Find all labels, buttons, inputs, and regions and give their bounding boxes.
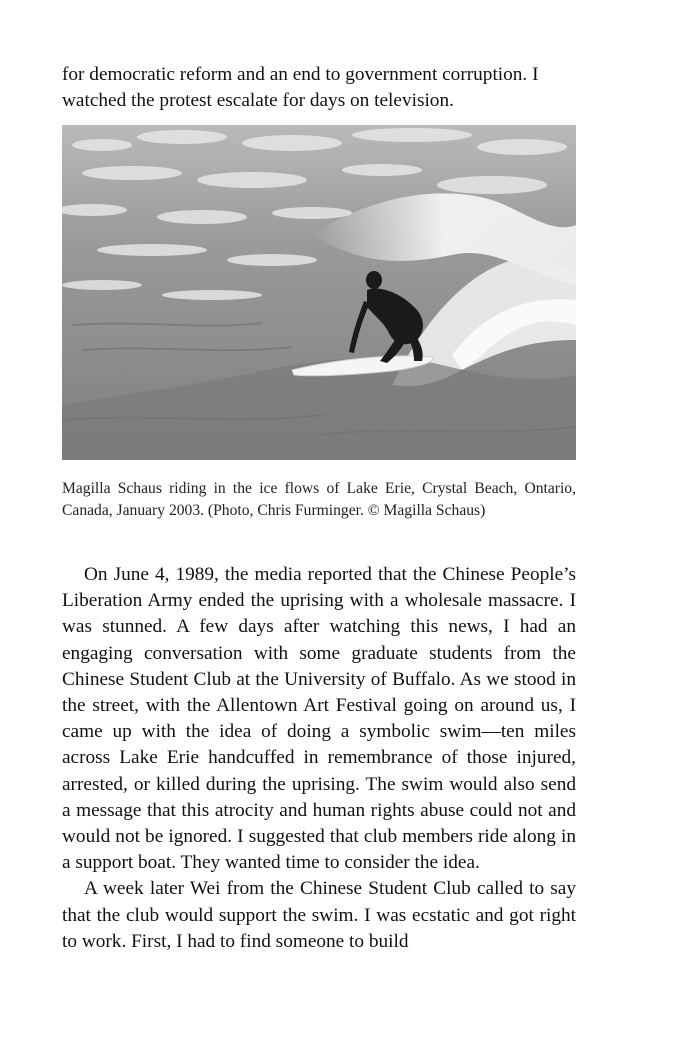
surfer-photo (62, 125, 576, 460)
body-text (62, 562, 576, 955)
photo-caption: Magilla Schaus riding in the ice flows of Lake Erie, Crystal Beach, Ontario, Canada, January 2003. (Photo, Chris Furminger. © Magilla Schaus) (62, 480, 576, 519)
intro-continuation-paragraph: for democratic reform and an end to government corruption. I watched the protest escalate for days on television. (62, 64, 539, 112)
paragraph: A week later Wei from the Chinese Student Club called to say that the club would support the swim. I was ecstatic and got right to work. First, I had to find someone to build (62, 878, 576, 952)
paragraph: On June 4, 1989, the media reported that the Chinese People’s Liberation Army ended the uprising with a wholesale massacre. I was stunned. A few days after watching this news, I had an engaging conversation with some graduate students from the Chinese Student Club at the University of Buffalo. As we stood in the street, with the Allentown Art Festival going on around us, I came up with the idea of doing a symbolic swim—ten miles across Lake Erie handcuffed in remembrance of those injured, arrested, or killed during the uprising. The swim would also send a message that this atrocity and human rights abuse could not and would not be ignored. I suggested that club members ride along in a support boat. They wanted time to consider the idea. (62, 564, 576, 874)
